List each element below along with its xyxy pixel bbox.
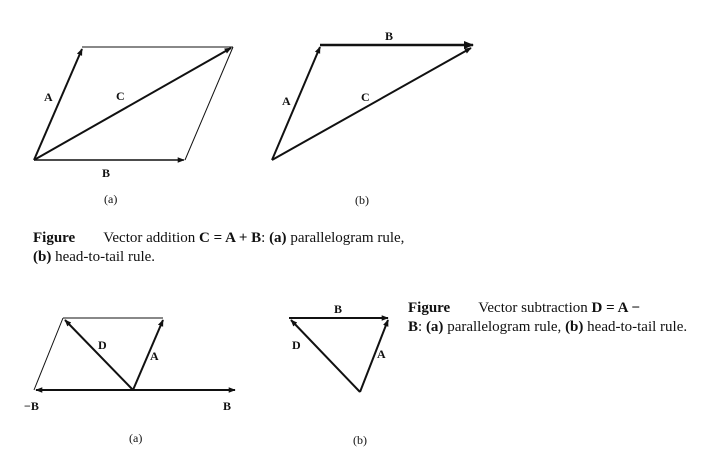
caption-part-a: (a) [269,230,287,246]
vector-minus-b-label: −B [24,399,39,413]
vector-c-label: C [116,89,125,103]
figure1-caption [33,229,513,267]
vector-d-arrow [291,320,360,392]
caption-head: Figure [408,300,451,316]
caption-text: parallelogram rule, [443,319,566,335]
fig1-panel-b [272,29,473,207]
fig2-panel-b [289,302,388,447]
caption-text: parallelogram rule, [286,230,405,246]
vector-c-arrow [272,48,471,160]
caption-text: : [418,319,426,335]
vector-b-label: B [385,29,394,43]
vector-a-label: A [44,90,53,104]
caption-equation: C = A + B [199,230,262,246]
parallelogram-edge-left [34,318,63,390]
caption-text: Vector addition [103,230,200,246]
caption-text: : [261,230,270,246]
vector-a-arrow [272,47,320,160]
vector-a-arrow [34,49,82,160]
vector-c-arrow [34,48,231,160]
vector-d-label: D [292,338,301,352]
panel-a-label: (a) [104,192,118,206]
caption-head: Figure [33,230,76,246]
vector-a-label: A [150,349,159,363]
caption-equation: B [408,319,419,335]
caption-text: head-to-tail rule. [51,249,156,265]
vector-a-label: A [282,94,291,108]
vector-a-label: A [377,347,386,361]
vector-d-label: D [98,338,107,352]
vector-d-arrow [65,320,133,390]
caption-part-b: (b) [33,249,52,265]
caption-equation: D = A − [591,300,640,316]
caption-text: Vector subtraction [478,300,592,316]
figure2-caption [408,299,704,337]
vector-c-label: C [361,90,370,104]
vector-b-label: B [334,302,343,316]
fig2-panel-a [24,318,235,445]
vector-b-label: B [102,166,111,180]
panel-a-label: (a) [129,431,143,445]
caption-part-b: (b) [565,319,584,335]
parallelogram-edge-right [185,47,233,160]
panel-b-label: (b) [353,433,367,447]
caption-text: head-to-tail rule. [583,319,688,335]
vector-b-label: B [223,399,232,413]
fig1-panel-a [34,47,233,206]
panel-b-label: (b) [355,193,369,207]
caption-part-a: (a) [425,319,444,335]
